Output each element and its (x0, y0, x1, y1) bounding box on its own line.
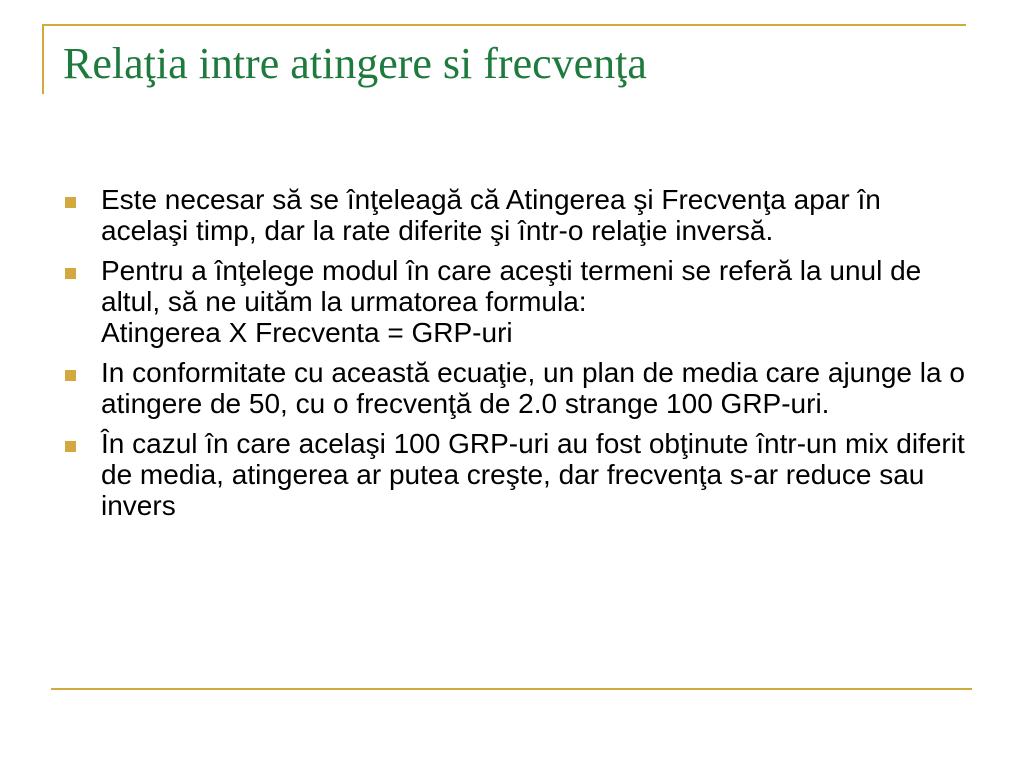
square-bullet-icon (65, 268, 76, 279)
bullet-text: In conformitate cu această ecuaţie, un plan de media care ajunge la o atingere de 50, cu o frecvenţă de 2.0 strange 100 GRP-uri. (101, 357, 965, 419)
slide-title: Relaţia intre atingere si frecvenţa (63, 39, 647, 88)
top-divider-line (42, 24, 966, 26)
square-bullet-icon (65, 370, 76, 381)
bullet-item (65, 428, 970, 521)
left-accent-line (42, 24, 44, 94)
bullet-item (65, 184, 970, 246)
formula-text: Atingerea X Frecventa = GRP-uri (101, 317, 513, 348)
bottom-divider-line (51, 688, 972, 690)
bullet-text: Este necesar să se înţeleagă că Atingerea şi Frecvenţa apar în acelaşi timp, dar la rate diferite şi într-o relaţie inversă. (101, 184, 881, 246)
bullet-item (65, 255, 970, 348)
bullet-item (65, 357, 970, 419)
square-bullet-icon (65, 441, 76, 452)
bullet-list (65, 184, 970, 530)
bullet-text: Pentru a înţelege modul în care aceşti termeni se referă la unul de altul, să ne uităm la urmatorea formula: (101, 255, 922, 317)
bullet-text: În cazul în care acelaşi 100 GRP-uri au fost obţinute într-un mix diferit de media, atingerea ar putea creşte, dar frecvenţa s-ar reduce sau invers (101, 428, 965, 521)
square-bullet-icon (65, 197, 76, 208)
